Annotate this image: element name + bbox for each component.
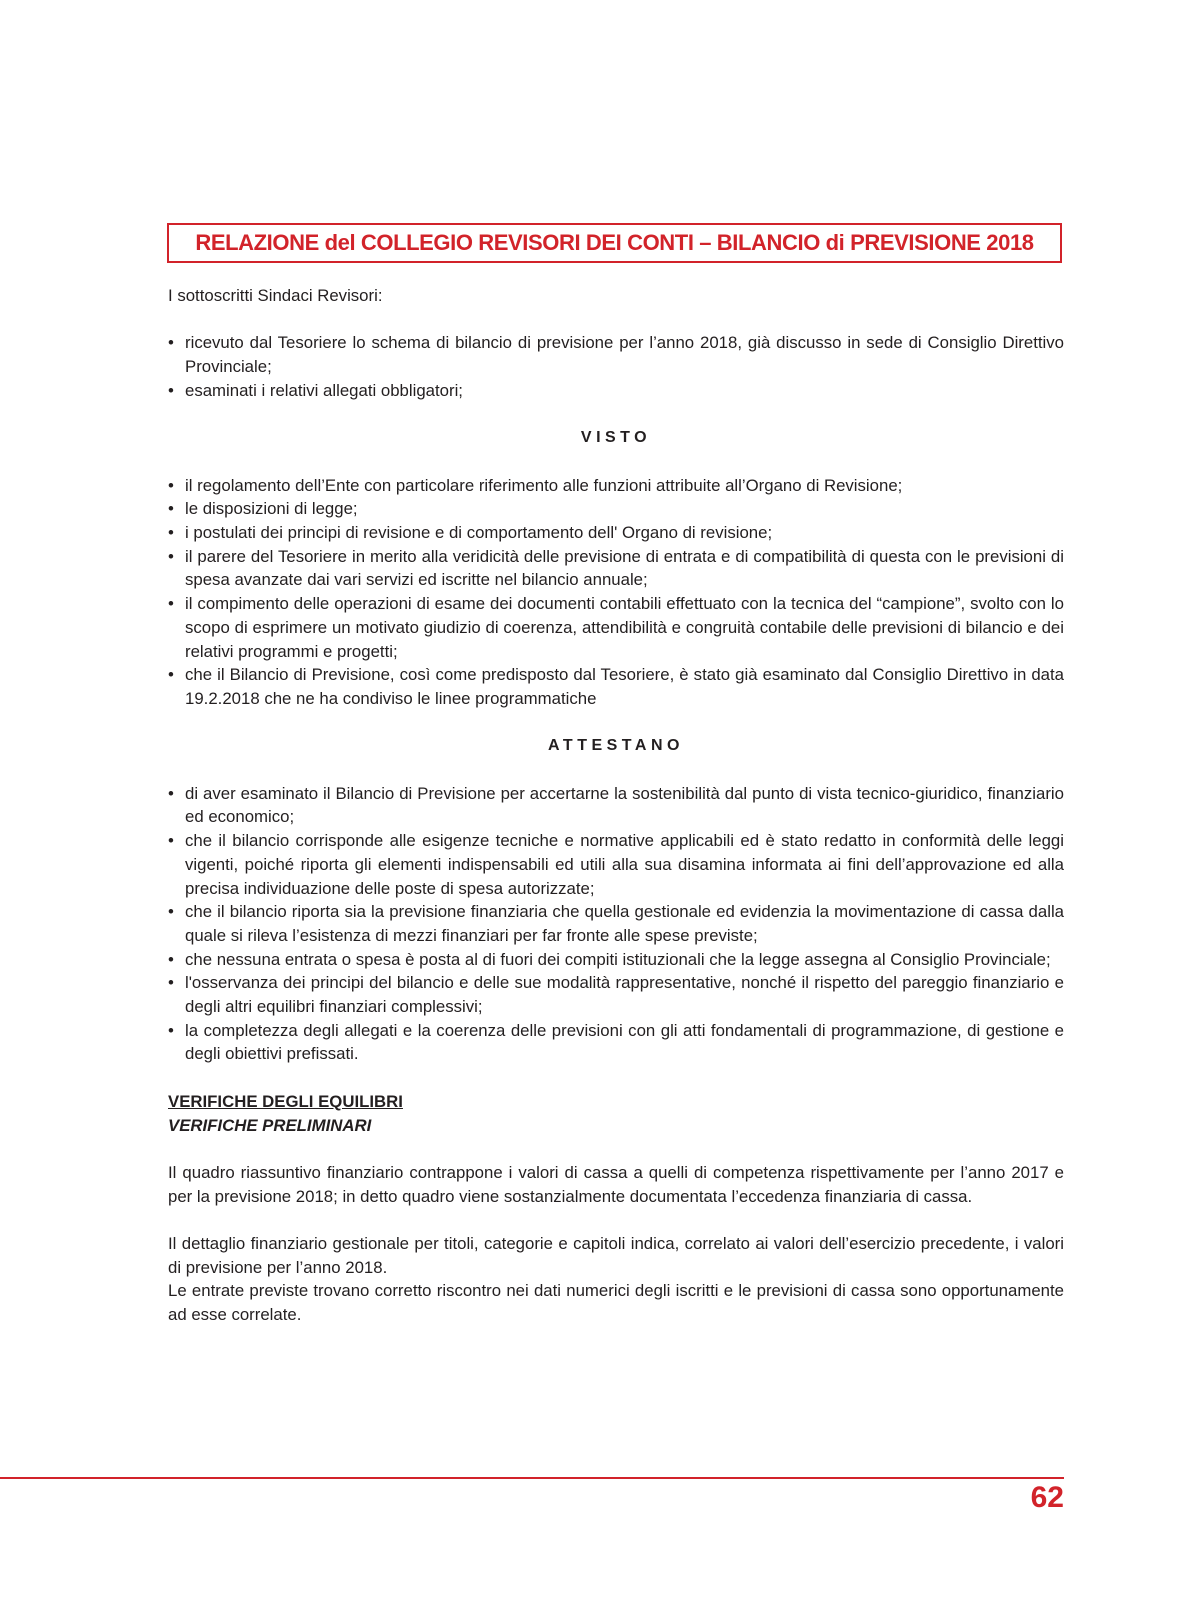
bullet-icon: •	[168, 594, 174, 614]
bullet-icon: •	[168, 831, 174, 851]
list-item: • che nessuna entrata o spesa è posta al di fuori dei compiti istituzionali che la legge assegna al Consiglio Provinciale;	[168, 948, 1064, 972]
page-number: 62	[1030, 1481, 1064, 1514]
bullet-icon: •	[168, 783, 174, 803]
list-item: • che il bilancio riporta sia la previsione finanziaria che quella gestionale ed evidenzia la movimentazione di cassa dalla quale si rileva l’esistenza di mezzi finanziari per far fronte alle spese previste;	[168, 902, 1064, 945]
paragraph: Le entrate previste trovano corretto riscontro nei dati numerici degli iscritti e le previsioni di cassa sono opportunamente ad esse correlate.	[168, 1281, 1064, 1325]
paragraph: Il dettaglio finanziario gestionale per titoli, categorie e capitoli indica, correlato ai valori dell’esercizio precedente, i valori di previsione per l’anno 2018.	[168, 1234, 1064, 1277]
list-item: • i postulati dei principi di revisione e di comportamento dell' Organo di revisione;	[168, 521, 1064, 545]
footer-divider	[0, 1477, 1064, 1479]
bullet-icon: •	[168, 1020, 174, 1040]
attestano-heading: ATTESTANO	[548, 737, 684, 755]
title-box	[167, 223, 1062, 263]
list-item: • il compimento delle operazioni di esame dei documenti contabili effettuato con la tecnica del “campione”, svolto con lo scopo di esprimere un motivato giudizio di coerenza, attendibilità e congruità contabile delle previsioni di bilancio e dei relativi programmi e progetti;	[168, 594, 1064, 661]
bullet-icon: •	[168, 380, 174, 400]
paragraph: Il quadro riassuntivo finanziario contrappone i valori di cassa a quelli di competenza rispettivamente per l’anno 2017 e per la previsione 2018; in detto quadro viene sostanzialmente documentata l’eccedenza finanziaria di cassa.	[168, 1162, 1064, 1206]
list-item: • il regolamento dell’Ente con particolare riferimento alle funzioni attribuite all’Organo di Revisione;	[168, 474, 1064, 498]
document-body	[168, 284, 1064, 1327]
list-item: • le disposizioni di legge;	[168, 497, 1064, 521]
bullet-icon: •	[168, 973, 174, 993]
document-title: RELAZIONE del COLLEGIO REVISORI DEI CONTI – BILANCIO di PREVISIONE 2018	[195, 230, 1034, 255]
list-item: • che il Bilancio di Previsione, così come predisposto dal Tesoriere, è stato già esaminato dal Consiglio Direttivo in data 19.2.2018 che ne ha condiviso le linee programmatiche	[168, 665, 1064, 708]
bullet-icon: •	[168, 902, 174, 922]
visto-heading: VISTO	[580, 429, 652, 447]
intro-text: I sottoscritti Sindaci Revisori:	[168, 286, 383, 305]
list-item: • l'osservanza dei principi del bilancio e delle sue modalità rappresentative, nonché il rispetto del pareggio finanziario e degli altri equilibri finanziari complessivi;	[168, 973, 1064, 1017]
bullet-icon: •	[168, 522, 174, 542]
list-item: • di aver esaminato il Bilancio di Previsione per accertarne la sostenibilità dal punto di vista tecnico-giuridico, finanziario ed economico;	[168, 783, 1064, 827]
bullet-icon: •	[168, 475, 174, 495]
verifiche-heading: VERIFICHE DEGLI EQUILIBRI	[168, 1091, 403, 1111]
bullet-icon: •	[168, 665, 174, 685]
intro-list	[168, 331, 1064, 402]
list-item: • ricevuto dal Tesoriere lo schema di bilancio di previsione per l’anno 2018, già discusso in sede di Consiglio Direttivo Provinciale;	[168, 333, 1064, 377]
attestano-list	[168, 782, 1064, 1066]
list-item: • esaminati i relativi allegati obbligatori;	[168, 379, 1064, 403]
bullet-icon: •	[168, 333, 174, 353]
visto-list	[168, 474, 1064, 711]
verifiche-subheading: VERIFICHE PRELIMINARI	[168, 1115, 372, 1135]
bullet-icon: •	[168, 499, 174, 519]
list-item: • il parere del Tesoriere in merito alla veridicità delle previsione di entrata e di compatibilità di questa con le previsioni di spesa avanzate dai vari servizi ed iscritte nel bilancio annuale;	[168, 546, 1064, 590]
list-item: • che il bilancio corrisponde alle esigenze tecniche e normative applicabili ed è stato redatto in conformità delle leggi vigenti, poiché riporta gli elementi indispensabili ed utili alla sua disamina informata ai fini dell’approvazione ed alla precisa individuazione delle poste di spesa autorizzate;	[168, 831, 1064, 898]
bullet-icon: •	[168, 949, 174, 969]
list-item: • la completezza degli allegati e la coerenza delle previsioni con gli atti fondamentali di programmazione, di gestione e degli obiettivi prefissati.	[168, 1020, 1064, 1064]
bullet-icon: •	[168, 546, 174, 566]
